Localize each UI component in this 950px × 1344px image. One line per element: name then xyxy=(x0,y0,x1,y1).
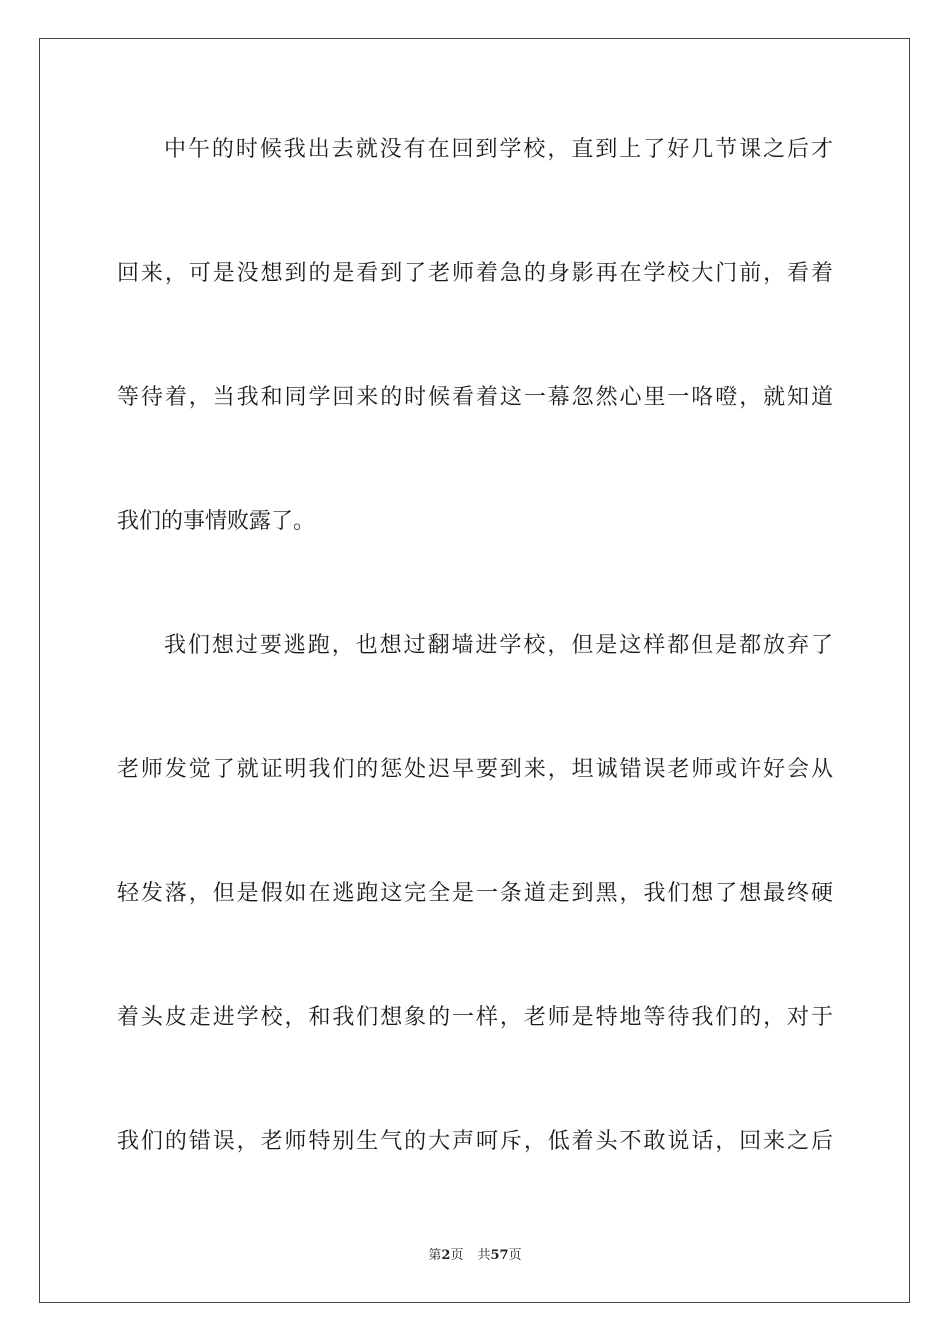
total-suffix: 页 xyxy=(508,1248,522,1263)
text-line: 老师发觉了就证明我们的惩处迟早要到来，坦诚错误老师或许好会从 xyxy=(117,757,833,782)
total-pages: 57 xyxy=(490,1248,509,1263)
page-footer xyxy=(0,1247,950,1265)
text-line: 我们的错误，老师特别生气的大声呵斥，低着头不敢说话，回来之后 xyxy=(117,1129,833,1154)
text-line: 我们想过要逃跑，也想过翻墙进学校，但是这样都但是都放弃了 xyxy=(164,633,833,658)
text-line: 等待着，当我和同学回来的时候看着这一幕忽然心里一咯噔，就知道 xyxy=(117,385,833,410)
text-line: 着头皮走进学校，和我们想象的一样，老师是特地等待我们的，对于 xyxy=(117,1005,833,1030)
page-prefix: 第 xyxy=(428,1248,442,1263)
text-line: 我们的事情败露了。 xyxy=(117,509,316,534)
total-prefix: 共 xyxy=(477,1248,491,1263)
text-line: 中午的时候我出去就没有在回到学校，直到上了好几节课之后才 xyxy=(164,137,833,162)
page-suffix: 页 xyxy=(450,1248,464,1263)
page-number: 2 xyxy=(441,1248,451,1263)
text-line: 轻发落，但是假如在逃跑这完全是一条道走到黑，我们想了想最终硬 xyxy=(117,881,833,906)
page-border xyxy=(39,38,910,1303)
text-line: 回来，可是没想到的是看到了老师着急的身影再在学校大门前，看着 xyxy=(117,261,833,286)
